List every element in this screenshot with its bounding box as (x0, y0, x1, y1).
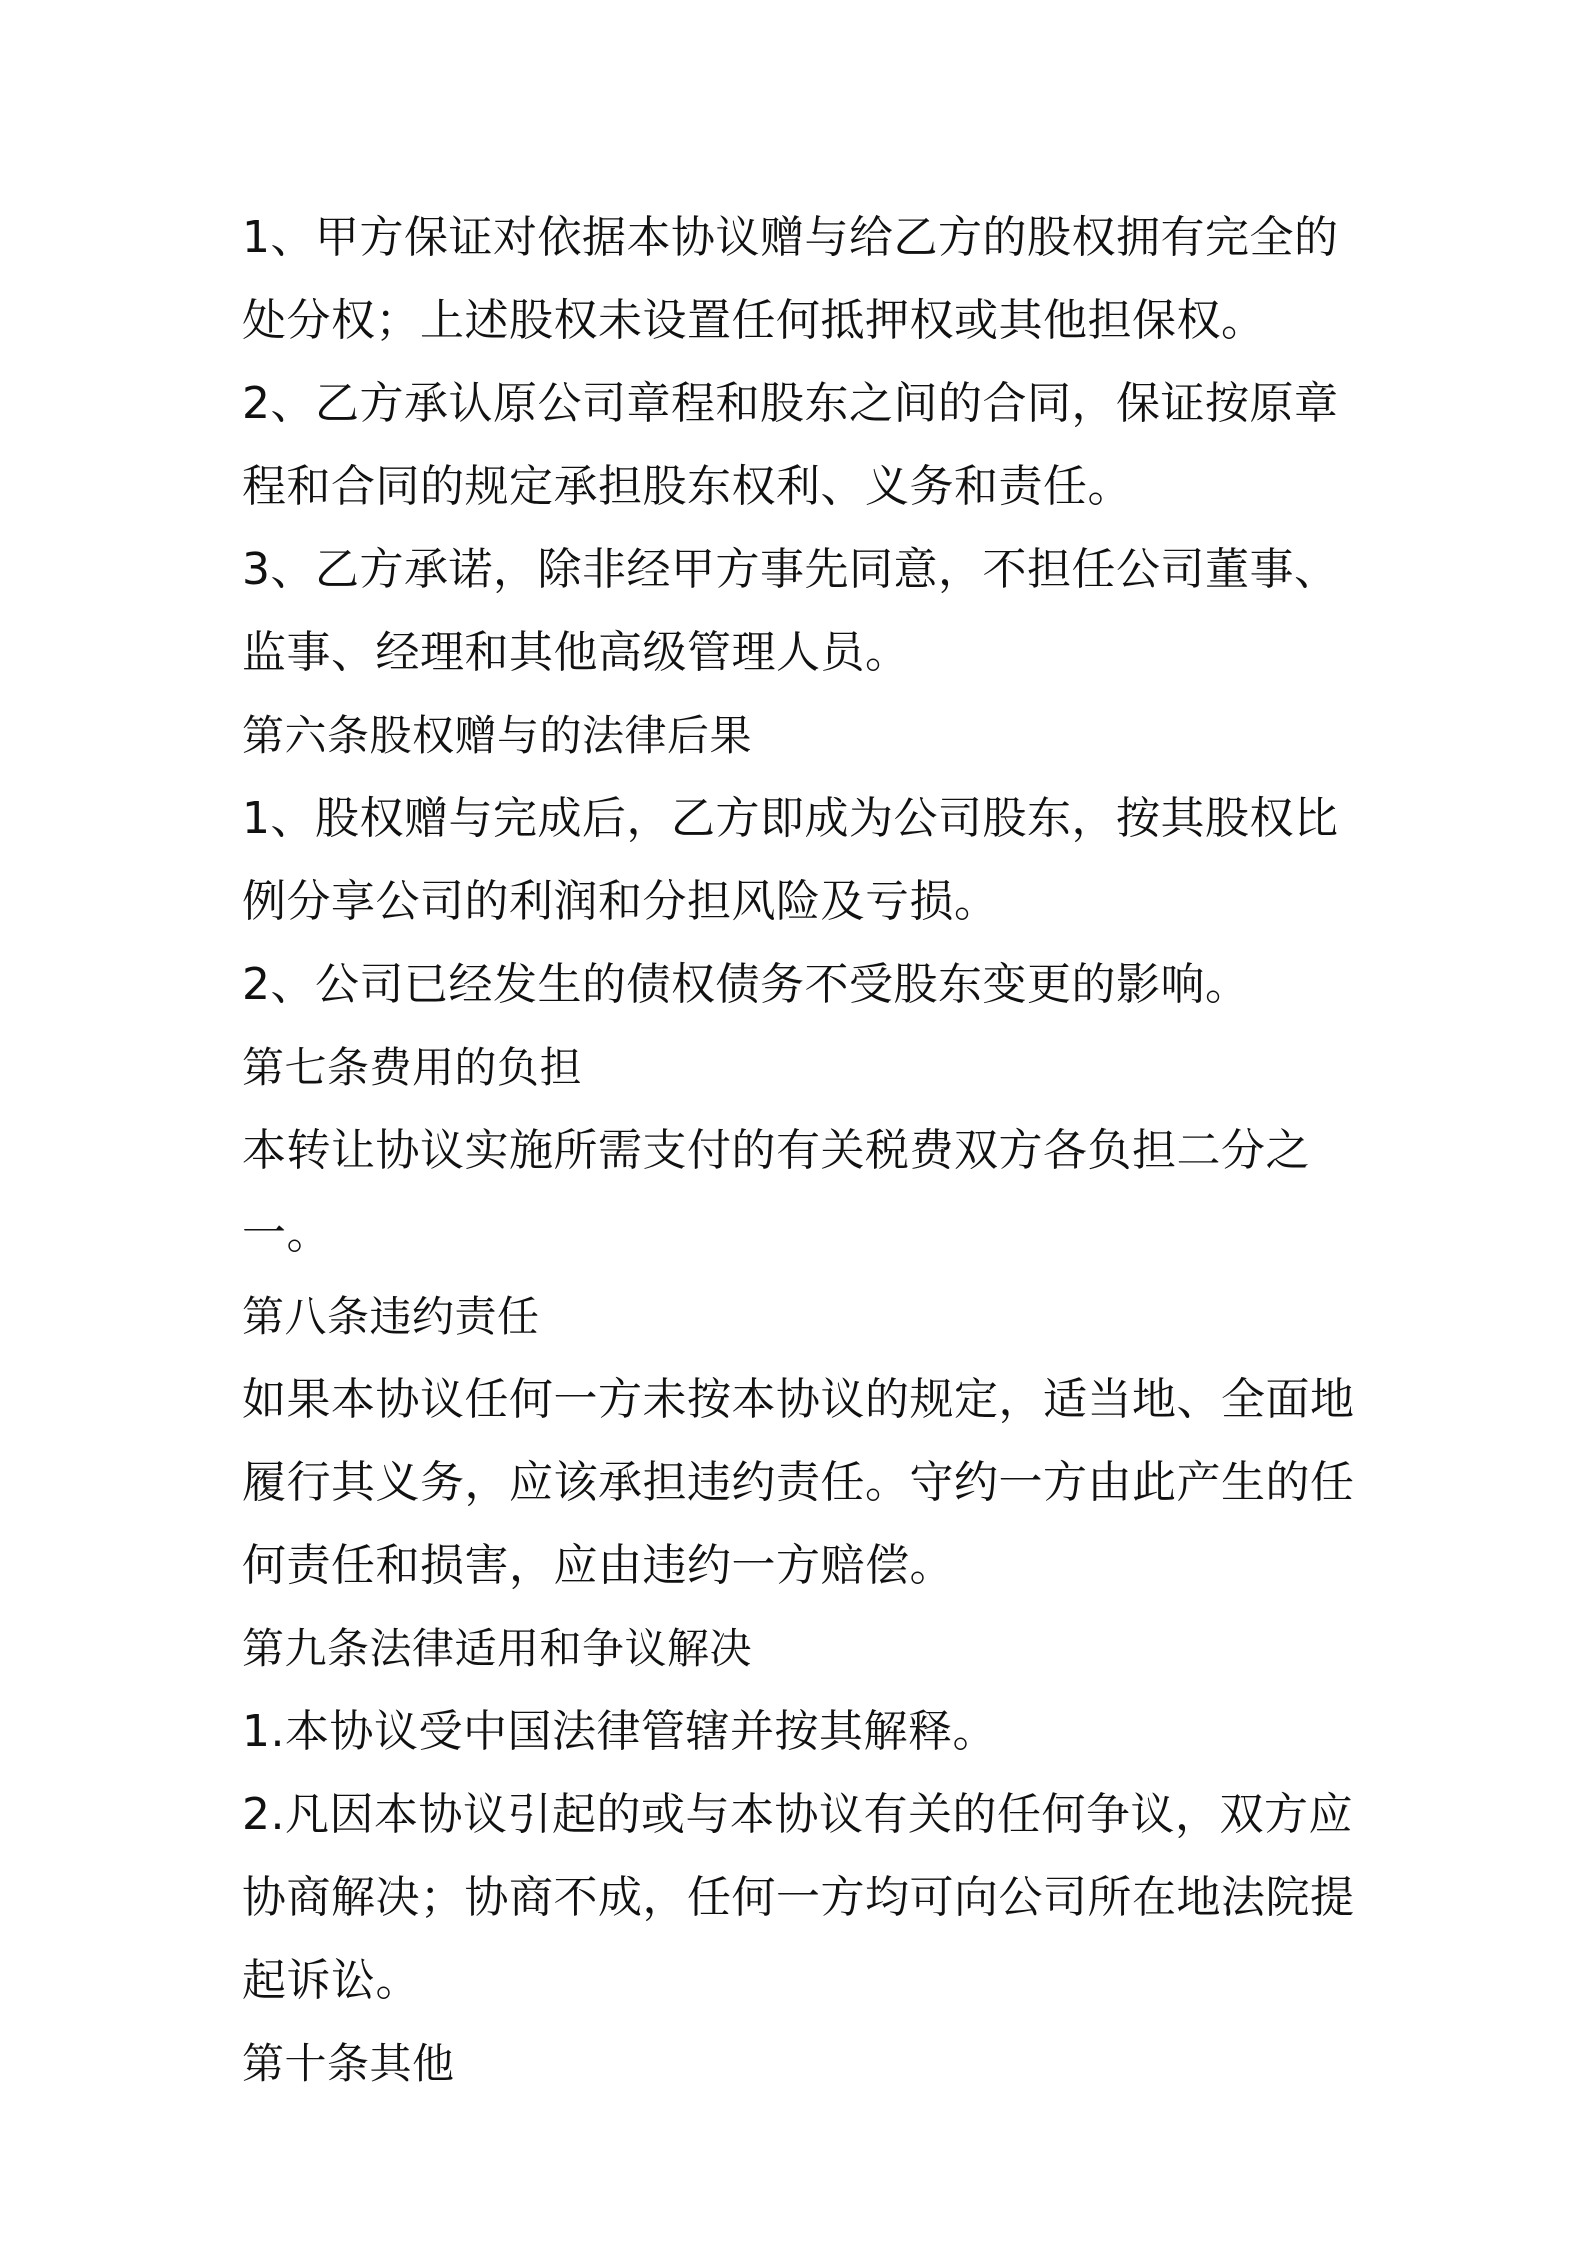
clause-5-item-3: 3、乙方承诺，除非经甲方事先同意，不担任公司董事、监事、经理和其他高级管理人员。 (242, 544, 1339, 678)
clause-5-item-2: 2、乙方承认原公司章程和股东之间的合同，保证按原章程和合同的规定承担股东权利、义务和责任。 (242, 378, 1339, 512)
clause-8-body: 如果本协议任何一方未按本协议的规定，适当地、全面地履行其义务，应该承担违约责任。守约一方由此产生的任何责任和损害，应由违约一方赔偿。 (242, 1374, 1355, 1591)
clause-6-heading: 第六条股权赠与的法律后果 (242, 711, 753, 760)
clause-9-item-2: 2.凡因本协议引起的或与本协议有关的任何争议，双方应协商解决；协商不成，任何一方均可向公司所在地法院提起诉讼。 (242, 1789, 1355, 2006)
clause-6-item-1: 1、股权赠与完成后，乙方即成为公司股东，按其股权比例分享公司的利润和分担风险及亏损。 (242, 793, 1339, 927)
clause-9-item-1: 1.本协议受中国法律管辖并按其解释。 (242, 1706, 997, 1757)
clause-8-heading: 第八条违约责任 (242, 1292, 540, 1341)
clause-7-body: 本转让协议实施所需支付的有关税费双方各负担二分之一。 (242, 1125, 1310, 1259)
clause-7-heading: 第七条费用的负担 (242, 1043, 583, 1092)
clause-9-heading: 第九条法律适用和争议解决 (242, 1624, 753, 1673)
clause-6-item-2: 2、公司已经发生的债权债务不受股东变更的影响。 (242, 959, 1250, 1010)
clause-10-heading: 第十条其他 (242, 2039, 455, 2088)
clause-5-item-1: 1、甲方保证对依据本协议赠与给乙方的股权拥有完全的处分权；上述股权未设置任何抵押权或其他担保权。 (242, 212, 1339, 346)
document-page (242, 196, 1362, 2105)
